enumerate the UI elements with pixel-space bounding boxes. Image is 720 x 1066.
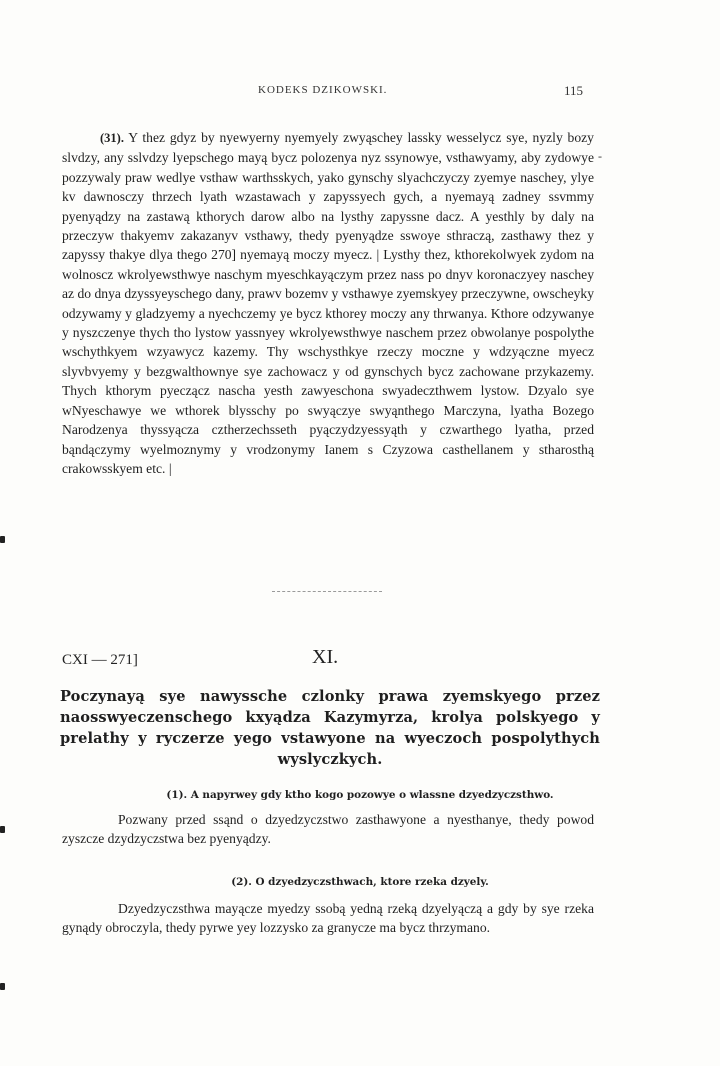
article-1-text: Pozwany przed ssąnd o dzyedzyczstwo zasthawyone a nyesthanye, thedy powod zyszcze dzydzyczstwa bez pyenyądzy. [62, 812, 594, 847]
section-divider [272, 591, 382, 592]
article-2-title: (2). O dzyedzyczsthwach, ktore rzeka dzyely. [231, 876, 489, 888]
chapter-reference: CXI — 271] [62, 652, 138, 668]
chapter-title: Poczynayą sye nawyssche czlonky prawa zyemskyego przez naosswyeczenschego kxyądza Kazymyrza, krolya polskyego y prelathy y ryczerze yego vstawyone na wyeczoch pospolythych wyslyczkych. [60, 688, 600, 768]
margin-mark: - [598, 149, 602, 163]
article-1-title: (1). A napyrwey gdy ktho kogo pozowye o wlassne dzyedzyczsthwo. [166, 789, 554, 801]
chapter-number: XI. [312, 646, 339, 668]
margin-dot [0, 536, 5, 543]
running-title: KODEKS DZIKOWSKI. [258, 84, 388, 96]
section-31-paragraph [62, 128, 594, 478]
running-head [0, 84, 720, 102]
section-31-number: (31). [100, 131, 124, 145]
page-number: 115 [564, 83, 584, 98]
article-2-text: Dzyedzyczsthwa mayącze myedzy ssobą yedną rzeką dzyelyączą a gdy by sye rzeka gynądy obroczyla, thedy pyrwe yey lozzysko za granycze ma bycz thrzymano. [62, 901, 594, 936]
margin-dot [0, 983, 5, 990]
margin-dot [0, 826, 5, 833]
section-31-text: Y thez gdyz by nyewyerny nyemyely zwyąschey lassky wesselycz sye, nyzly bozy slvdzy, any sslvdzy lyepschego mayą bycz polozenya nyz ssynowye, vsthawyamy, aby zydowye pozzywaly praw wedlye vsthaw warthsskych, yako gynschy slyachczyczy zyemye naschey, ylye kv dawnosczy thrzech lyath wzastawach y zapyssyech gych, a nyemayą zadney ssvmmy pyenyądzy na zastawą kthorych darow albo na lysthy zapyssne dacz. A yesthly by daly na przeczyw thakyemv zakazanyv vsthawy, thedy pyenyądze sswoye sthraczą, zasthawy thez y zapyssy thakye dlya thego 270] nyemayą moczy myecz. | Lysthy thez, kthorekolwyek zydom na wolnoscz wkrolyewsthwye naschym myeschkayączym przez nass po dnyv koronaczyey naschey az do dnya dzyssyeyschego dany, prawv bozemv y vsthawye zyemskyey przeczywne, owscheyky odzywamy y gladzyemy a nyechczemy ye bycz kthorey moczy any thrwanya. Kthore odzywanye y nyszczenye thych tho lystow yassnyey wkrolyewsthwye naschem przez obwolanye pospolythe wschythkyem wzyawycz kazemy. Thy wschysthkye rzeczy moczne y wdzyączne myecz slyvbvyemy y bezgwalthownye sye zachowacz y od gynschych bycz zachowane przykazemy. Thych kthorym pyeczącz nascha yesth zawyeschona swyadeczthwem lystow. Dzyalo sye wNyeschawye we wthorek blysschy po swyączye swyąnthego Marczyna, lyatha Bozego Narodzenya thyssyącza cztherzechsseth pyączydzyessyąth y czwarthego lyatha, przed bąndączymy wyelmoznymy y vrodzonymy Ianem s Czyzowa casthellanem y stharosthą crakowsskyem etc. | [62, 130, 594, 476]
